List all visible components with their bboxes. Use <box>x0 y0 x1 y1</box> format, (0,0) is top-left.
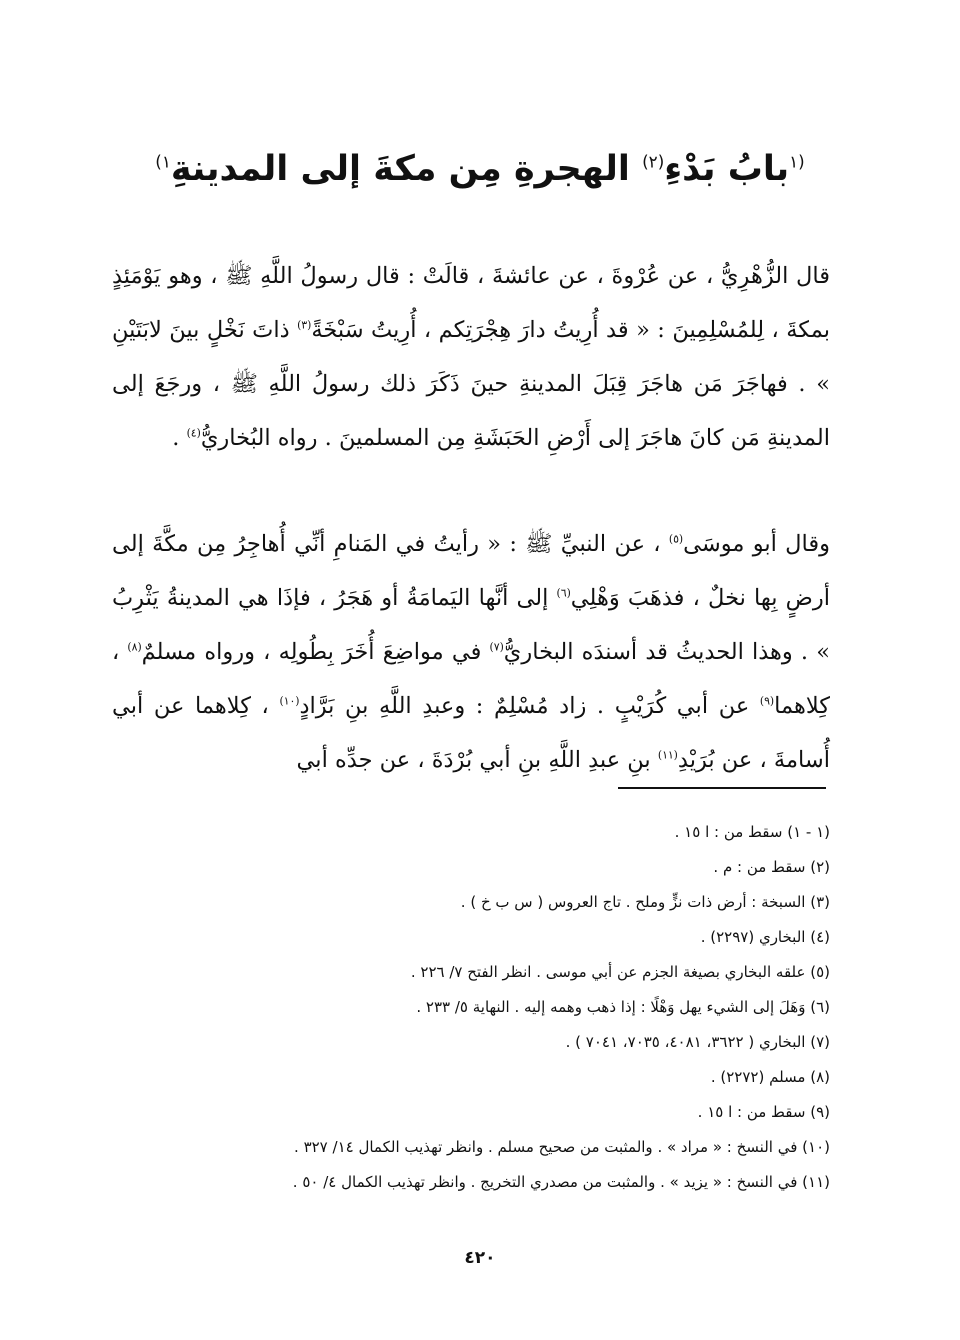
footnote-item: (١١) في النسخ : « يزيد » . والمثبت من مصدري التخريج . وانظر تهذيب الكمال ٤/ ٥٠ . <box>292 1173 830 1191</box>
footnote-marker: (٨) <box>127 640 142 653</box>
paragraph-text: ذاتَ نَخْلٍ بينَ لابَتَيْنِ » . فهاجَرَ مَن هاجَرَ قِبَلَ المدينةِ حينَ ذَكَرَ ذلك رسولُ اللَّهِ ﷺ ، ورجَعَ إلى المدينةِ مَن كانَ هاجَرَ إلى أَرْضِ الحَبَشَةِ مِن المسلمينَ . رواه البُخاريُّ <box>112 316 830 451</box>
footnote-item: (٩) سقط من : ا ١٥ . <box>697 1103 830 1121</box>
footnote-marker: (١٠) <box>279 694 300 707</box>
footnote-item: (٧) البخاري ( ٣٦٢٢، ٤٠٨١، ٧٠٣٥، ٧٠٤١ ) . <box>565 1033 830 1051</box>
footnotes-list <box>112 815 830 1200</box>
footnote-marker: ١) <box>155 151 171 172</box>
page-number: ٤٢٠ <box>464 1248 496 1268</box>
title-text-part1: بابُ بَدْءِ <box>664 149 790 190</box>
footnote-item: (٣) السبخة : أرض ذات نزٍّ وملح . تاج العروس ( س ب خ ) . <box>460 893 830 911</box>
paragraph-text: عن أبي كُرَيْبٍ . زاد مُسْلِمٌ : وعبدِ اللَّهِ بنِ بَرَّادٍ <box>299 692 760 719</box>
paragraph-2 <box>112 517 830 787</box>
footnote-marker: (٩) <box>759 694 775 707</box>
paragraph-text: قال الزُّهْرِيُّ ، عن عُرْوةَ ، عن عائشةَ ، قالَتْ : قال رسولُ اللَّهِ ﷺ ، وهو يَوْمَئِذٍ بمكةَ ، لِلمُسْلِمِينَ : « قد أُرِيتُ دارَ هِجْرَتِكم ، أُرِيتُ سَبْخَةً <box>112 262 830 343</box>
paragraph-text: ، كِلاهما <box>112 638 830 719</box>
paragraph-text: وقال أبو موسَى <box>683 530 830 557</box>
footnote-item: (٢) سقط من : م . <box>713 858 830 876</box>
paragraph-text: . <box>172 424 187 451</box>
paragraph-text: إلى أنَّها اليَمامَةُ أو هَجَرُ ، فإذَا هي المدينةُ يَثْرِبُ » . وهذا الحديثُ قد أسندَه البخاريُّ <box>112 584 830 665</box>
footnote-item: (١٠) في النسخ : « مراد » . والمثبت من صحيح مسلم . وانظر تهذيب الكمال ١٤/ ٣٢٧ . <box>294 1138 830 1156</box>
paragraph-text: ، عن النبيِّ ﷺ : « رأيتُ في المَنامِ أنِّي أُهاجِرُ مِن مكَّةَ إلى أرضٍ بِها نخلٌ ، فذهَبَ وَهْلِي <box>112 530 830 611</box>
footnote-marker: (٦) <box>556 586 571 599</box>
footnote-item: (٥) علقه البخاري بصيغة الجزم عن أبي موسى . انظر الفتح ٧/ ٢٢٦ . <box>410 963 830 981</box>
title-text-part2: الهجرةِ مِن مكةَ إلى المدينةِ <box>170 149 643 190</box>
footnote-marker: (٢) <box>642 151 665 172</box>
paragraph-text: بنِ عبدِ اللَّهِ بنِ أبي بُرْدَةَ ، عن جدِّه أبي <box>296 746 658 773</box>
footnote-marker: (٥) <box>668 532 684 545</box>
footnote-separator <box>618 787 826 789</box>
footnote-marker: (١١) <box>657 748 678 761</box>
chapter-title <box>110 141 850 197</box>
paragraph-text: في مواضِعَ أُخَرَ بِطُولِه ، ورواه مسلمٌ <box>141 638 490 665</box>
footnote-marker: (١ <box>789 151 805 172</box>
footnote-item: (٤) البخاري (٢٢٩٧) . <box>700 928 830 946</box>
footnote-marker: (٣) <box>297 318 312 331</box>
footnote-item: (٨) مسلم (٢٢٧٢) . <box>710 1068 830 1086</box>
footnote-marker: (٤) <box>186 426 201 439</box>
paragraph-1 <box>112 249 830 465</box>
footnote-item: (٦) وَهَلَ إلى الشيء يهل وَهْلًا : إذا ذهب وهمه إليه . النهاية ٥/ ٢٣٣ . <box>416 998 830 1016</box>
paragraph-text: ، كِلاهما عن أبي أُسامةَ ، عن بُرَيْدِ <box>112 692 830 773</box>
footnote-marker: (٧) <box>489 640 504 653</box>
footnote-item: (١ - ١) سقط من : ا ١٥ . <box>674 823 830 841</box>
